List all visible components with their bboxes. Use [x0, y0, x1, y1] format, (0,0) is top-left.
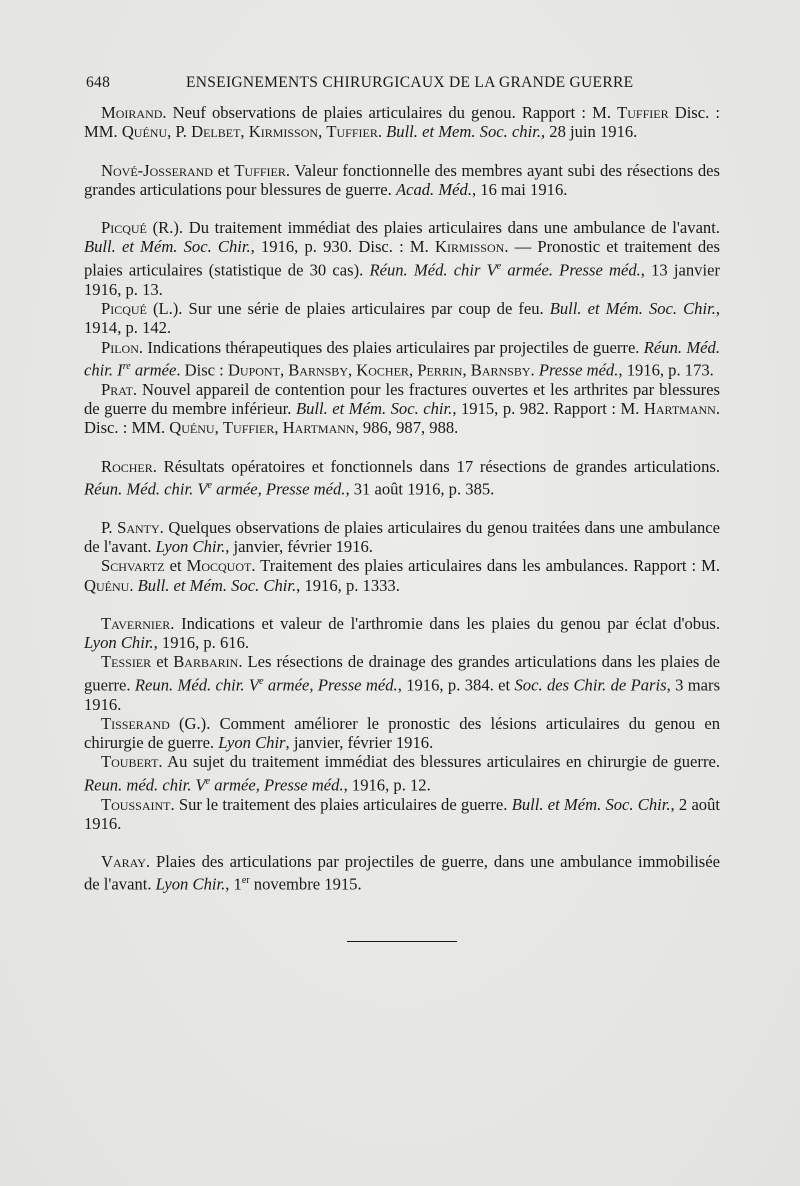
entry-text: ,: [318, 122, 327, 142]
ordinal-superscript: e: [207, 479, 212, 491]
entry-text: et: [212, 160, 235, 180]
entry-text: , 31 août 1916, p. 385.: [345, 479, 495, 499]
entry-text: . Quelques observations de plaies articulaires du genou traitées dans une ambulance de l'avant.: [84, 517, 720, 556]
citation-source: armée. Presse méd.: [501, 260, 641, 280]
author-name: Rocher: [101, 456, 153, 476]
author-name: Moirand: [101, 103, 163, 122]
citation-source: Reun. méd. chir. V: [84, 775, 206, 795]
entry-text: , 986, 987, 988.: [354, 418, 459, 438]
bibliography-entry: [84, 752, 720, 794]
author-name: Tisserand: [101, 713, 170, 733]
ordinal-superscript: er: [241, 875, 250, 887]
entry-group: [84, 457, 720, 499]
entry-text: .: [530, 360, 539, 380]
author-name: Santy: [117, 517, 160, 537]
entry-text: , 1916, p. 930. Disc. : M.: [250, 237, 435, 257]
entry-text: .: [377, 122, 387, 142]
author-name: Perrin: [417, 360, 463, 380]
entry-text: . Nouvel appareil de contention pour les fractures ouvertes et les arthrites par blessures de guerre du membre inférieur.: [84, 379, 720, 418]
author-name: Varay: [101, 852, 146, 872]
citation-source: Lyon Chir.: [155, 874, 226, 894]
bibliography-entry: [84, 218, 720, 299]
bibliography-entry: [84, 614, 720, 653]
citation-source: armée, Presse méd.: [211, 479, 346, 499]
entry-text: ,: [462, 360, 471, 380]
ordinal-superscript: e: [259, 675, 264, 687]
entry-text: ,: [347, 360, 357, 380]
entry-group: [84, 161, 720, 200]
entry-text: , janvier, février 1916.: [225, 536, 373, 556]
entry-text: , 13 janvier 1916, p. 13.: [84, 260, 720, 299]
entry-text: . Les résections de drainage des grandes articulations dans les plaies de guerre.: [84, 652, 720, 695]
author-name: Tuffier: [222, 418, 275, 438]
author-name: Toubert: [101, 752, 159, 772]
author-name: Kocher: [356, 360, 409, 380]
author-name: Mocquot: [186, 556, 252, 576]
citation-source: Soc. des Chir. de Paris: [514, 675, 667, 695]
bibliography-entry: [84, 556, 720, 595]
citation-source: Reun. Méd. chir. V: [134, 675, 260, 695]
author-name: Tavernier: [101, 613, 171, 633]
entry-text: , 1916, p. 384. et: [397, 675, 515, 695]
citation-source: Bull. et Mém. Soc. Chir.: [511, 794, 671, 814]
author-name: Quénu: [169, 418, 215, 438]
entry-text: (L.). Sur une série de plaies articulaires par coup de feu.: [146, 298, 550, 318]
author-name: Picqué: [101, 298, 147, 318]
citation-source: Bull. et Mém. Soc. chir.: [295, 398, 453, 418]
bibliography-entry: [84, 457, 720, 499]
author-name: Quénu: [84, 575, 130, 595]
citation-source: Réun. Méd. chir. V: [84, 479, 208, 499]
entry-text: et: [151, 652, 174, 672]
bibliography-entry: [84, 103, 720, 142]
author-name: Kirmisson: [248, 122, 319, 142]
bibliography-list: [84, 103, 720, 913]
entry-text: ,: [214, 418, 223, 438]
citation-source: Réun. Méd. chir. I: [84, 337, 720, 380]
author-name: Dupont: [227, 360, 280, 380]
author-name: Barnsby: [470, 360, 531, 380]
citation-source: Bull. et Mém. Soc. Chir.: [137, 575, 297, 595]
author-name: Picqué: [101, 218, 147, 238]
running-title: ENSEIGNEMENTS CHIRURGICAUX DE LA GRANDE GUERRE: [186, 74, 634, 91]
citation-source: armée, Presse méd.: [210, 775, 344, 795]
entry-text: . Disc. : MM.: [84, 398, 720, 438]
bibliography-entry: [84, 714, 720, 753]
entry-group: [84, 518, 720, 595]
author-name: Kirmisson: [434, 237, 505, 257]
page-header: [86, 74, 716, 92]
ordinal-superscript: e: [496, 260, 502, 272]
author-name: Schvartz: [101, 556, 165, 576]
entry-text: ,: [279, 360, 289, 380]
entry-text: , 16 mai 1916.: [471, 179, 568, 199]
author-name: Delbet: [191, 122, 241, 142]
page-number: 648: [86, 74, 111, 91]
entry-group: [84, 614, 720, 833]
entry-text: , P.: [167, 122, 192, 142]
author-name: Toussaint: [101, 794, 171, 814]
entry-text: . Disc :: [176, 360, 228, 380]
author-name: Prat: [101, 379, 133, 399]
entry-text: , 1916, p. 173.: [618, 360, 714, 380]
entry-text: , 1916, p. 1333.: [296, 575, 400, 595]
entry-text: (R.). Du traitement immédiat des plaies articulaires dans une ambulance de l'avant.: [146, 218, 720, 238]
author-name: Tuffier: [617, 103, 669, 122]
bibliography-entry: [84, 795, 720, 834]
author-name: Hartmann: [643, 398, 716, 418]
section-end-rule: [347, 941, 457, 942]
entry-group: [84, 218, 720, 437]
entry-text: , 1916, p. 12.: [343, 775, 431, 795]
entry-text: P.: [101, 517, 118, 537]
bibliography-entry: [84, 380, 720, 438]
entry-text: Disc. : MM.: [84, 103, 720, 142]
entry-group: [84, 852, 720, 894]
entry-text: . Indications thérapeutiques des plaies articulaires par projectiles de guerre.: [138, 337, 644, 357]
entry-text: , 3 mars 1916.: [84, 675, 721, 714]
author-name: Nové-Josserand: [101, 160, 213, 180]
citation-source: Lyon Chir.: [155, 536, 226, 556]
entry-text: ,: [274, 418, 283, 438]
entry-text: . Neuf observations de plaies articulaires du genou. Rapport : M.: [162, 103, 618, 122]
bibliography-entry: [84, 852, 720, 894]
entry-text: . Plaies des articulations par projectiles de guerre, dans une ambulance immobilisée de l'avant.: [84, 852, 720, 894]
entry-text: , 1916, p. 616.: [153, 633, 250, 653]
citation-source: Réun. Méd. chir V: [369, 260, 497, 280]
citation-source: Bull. et Mem. Soc. chir.: [386, 122, 541, 142]
entry-text: et: [164, 556, 187, 576]
entry-text: . Valeur fonctionnelle des membres ayant subi des résections des grandes articulations pour blessures de guerre.: [84, 160, 721, 199]
entry-text: . Indications et valeur de l'arthromie dans les plaies du genou par éclat d'obus.: [170, 613, 720, 633]
entry-text: (G.). Comment améliorer le pronostic des lésions articulaires du genou en chirurgie de guerre.: [84, 713, 720, 753]
author-name: Tuffier: [326, 122, 378, 142]
author-name: Tessier: [101, 652, 152, 672]
author-name: Pilon: [101, 337, 139, 357]
entry-group: [84, 103, 720, 142]
entry-text: , 1914, p. 142.: [84, 298, 720, 338]
ordinal-superscript: re: [122, 360, 131, 372]
entry-text: . Traitement des plaies articulaires dans les ambulances. Rapport : M.: [251, 556, 720, 576]
citation-source: Lyon Chir.: [84, 633, 154, 653]
entry-text: . Sur le traitement des plaies articulaires de guerre.: [170, 794, 512, 814]
entry-text: . Résultats opératoires et fonctionnels dans 17 résections de grandes articulations.: [152, 456, 720, 476]
citation-source: Acad. Méd.: [395, 179, 472, 199]
entry-text: , 1: [225, 874, 242, 894]
entry-text: ,: [408, 360, 418, 380]
ordinal-superscript: e: [205, 775, 211, 787]
citation-source: armée, Presse méd.: [263, 675, 398, 695]
author-name: Barbarin: [173, 652, 239, 672]
entry-text: .: [129, 575, 138, 595]
entry-text: novembre 1915.: [249, 874, 362, 894]
author-name: Quénu: [121, 122, 168, 142]
author-name: Barnsby: [288, 360, 348, 380]
bibliography-entry: [84, 161, 720, 200]
entry-text: . — Pronostic et traitement des plaies articulaires (statistique de 30 cas).: [84, 237, 720, 280]
entry-text: , 1915, p. 982. Rapport : M.: [452, 398, 644, 418]
author-name: Tuffier: [234, 160, 286, 180]
bibliography-entry: [84, 299, 720, 338]
citation-source: Lyon Chir: [218, 733, 286, 753]
citation-source: Bull. et Mém. Soc. Chir.: [549, 298, 716, 318]
entry-text: , 28 juin 1916.: [540, 122, 638, 142]
entry-text: , 2 août 1916.: [84, 794, 721, 833]
citation-source: armée: [130, 360, 177, 380]
entry-text: , janvier, février 1916.: [285, 733, 434, 753]
bibliography-entry: [84, 652, 720, 713]
citation-source: Bull. et Mém. Soc. Chir.: [84, 237, 251, 257]
entry-text: . Au sujet du traitement immédiat des blessures articulaires en chirurgie de guerre.: [158, 752, 720, 772]
bibliography-entry: [84, 518, 720, 557]
bibliography-entry: [84, 338, 720, 380]
entry-text: ,: [240, 122, 249, 142]
citation-source: Presse méd.: [538, 360, 619, 380]
author-name: Hartmann: [282, 418, 355, 438]
